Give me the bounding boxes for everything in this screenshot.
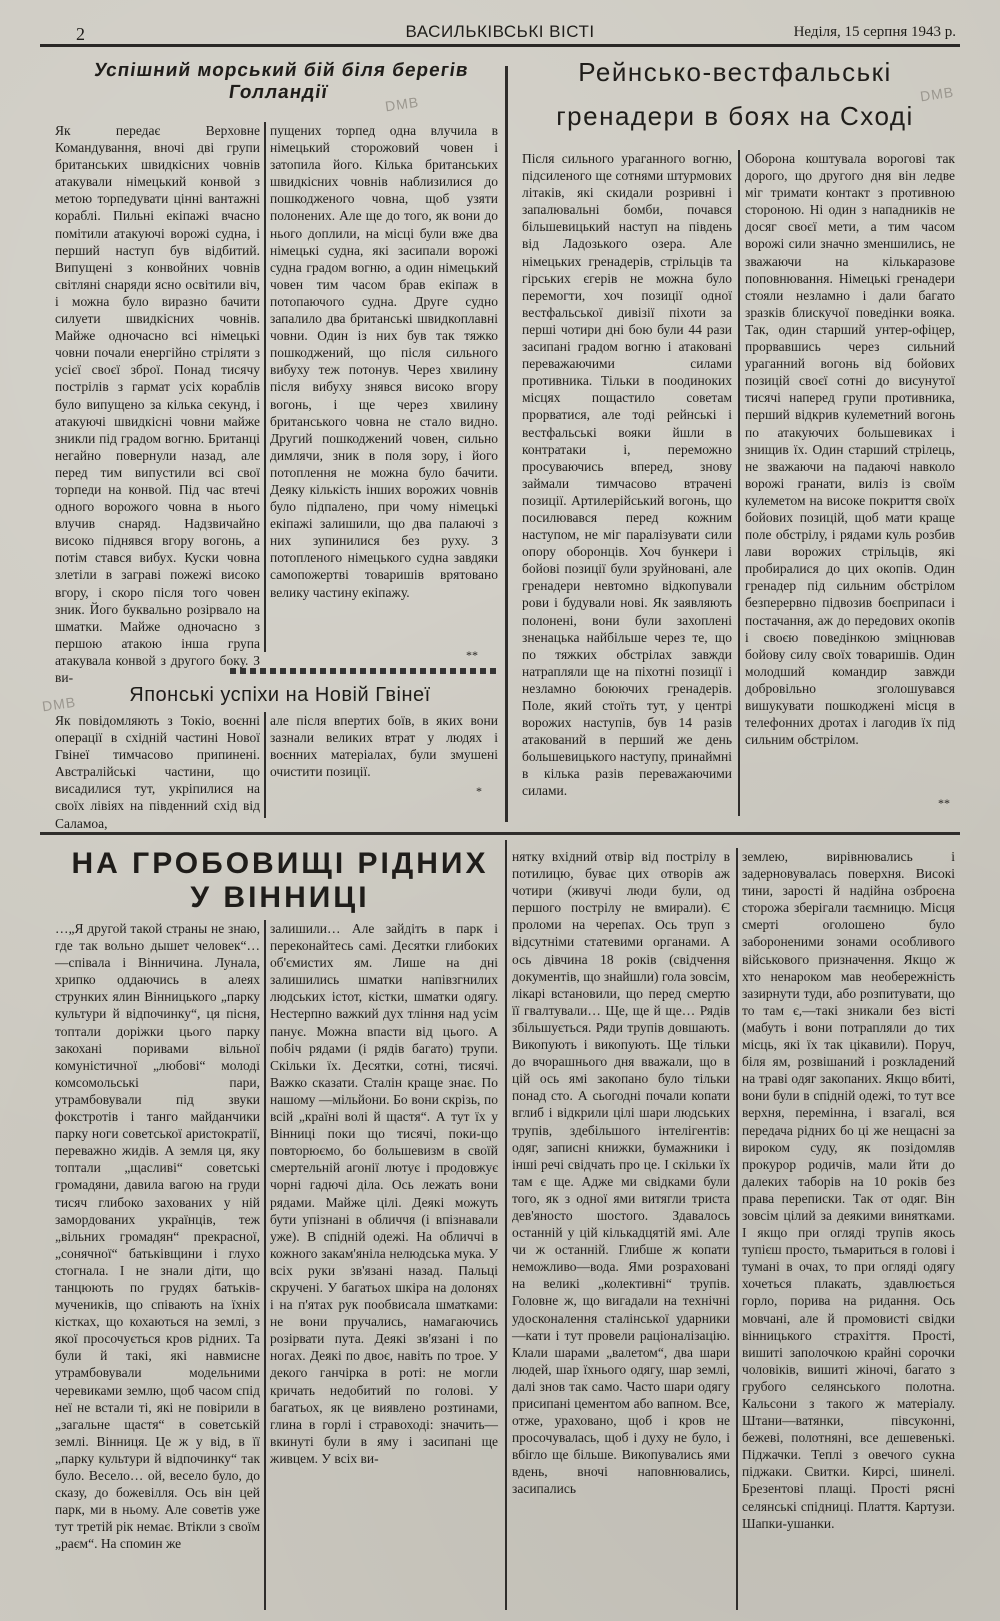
article-headline-line2: гренадери в боях на Сході [556, 101, 914, 131]
library-stamp: DMB [384, 93, 421, 115]
section-rule [505, 66, 508, 822]
section-divider [230, 668, 500, 674]
article-headline: Успішний морський бій біля берегів Голландії [93, 60, 471, 103]
column-rule [738, 150, 740, 816]
issue-date: Неділя, 15 серпня 1943 р. [793, 24, 956, 40]
section-rule [40, 832, 960, 835]
article-headline: Японські успіхи на Новій Гвінеї [129, 684, 431, 706]
article-text: Після сильного ураганного вогню, підсиленого ще сотнями штурмових літаків, які скидали розривні і запалювальні бомби, почався більшевицький наступ на південь від Ладозького озера. Але німецьких гренадерів, стрільців та гірських єгерів не можна було перемогти, хоч позиції одної вестфальської дивізії піхоти за перші чотири дні бою були 44 рази засипані градом вогню і атаковані переважаючими силами противника. Тільки в поодиноких місцях пощастило советам прорватися, але тоді рейнські і вестфальські вояки йшли в контратаки і, переможно просуваючись вперед, знову займали тимчасово втрачені позиції. Артилерійський вогонь, що посилювався перед кожним наступом, не міг паралізувати сили опору оборонців. Хоч бункери і бойові позиції були зруйновані, але гренадери невтомно відкопували рови і будували нові. Як заявляють полонені, вони були захоплені зненацька найбільше через те, що по тяжких обстрілах завжди натрапляли ще на піхотні позиції і незламно боюючих гренадерів. Поле, який стоїть тут, у центрі ворожих наступів, був 14 разів атакований в перший же день большевицького наступу, принаймні в кілька разів переважаючими силами. [522, 151, 732, 799]
end-mark: ** [938, 796, 950, 810]
library-stamp: DMB [919, 83, 956, 105]
article-headline-line1: НА ГРОБОВИЩІ РІДНИХ [71, 847, 489, 880]
end-mark: * [476, 784, 482, 798]
newspaper-title: ВАСИЛЬКІВСЬКІ ВІСТІ [405, 22, 595, 41]
article-headline-line2: У ВІННИЦІ [190, 881, 370, 914]
article-text: але після впертих боїв, в яких вони зазнали великих втрат у людях і воєнних матеріалах, були змушені очистити позиції. [270, 713, 498, 780]
article-text: залишили… Але зайдіть в парк і переконайтесь самі. Десятки глибоких об'ємистих ям. Лише на дні залишились шматки напівзгнилих людських істот, кістки, шматки одягу. Нестерпно важкий дух тління над усім панує. Можна впасти від цього. А побіч рядами (і рядів багато) трупи. Скільки їх. Десятки, сотні, тисячі. Важко сказати. Сталін краще знає. По нашому —мільйони. Бо вони скрізь, по всій „країні волі й щастя“. А тут їх у Вінниці поки що тисячі, поки-що повторюємо, бо большевизм в своїй смертельній агонії лютує і продовжує чорні гадючі діла. Ось лежать вони рядами. Майже цілі. Деякі можуть бути упізнані в обличчя (і впізнавали уже). В спідній одежі. На обличчі в кожного закам'яніла нелюдська мука. У всіх руки зв'язані назад. Пальці скручені. У багатьох шкіра на долонях і на п'ятах рук пообвисала шматками: не вони пручались, намагаючись розірвати пута. Деякі зв'язані і по ногах. Деякі по двоє, навіть по трое. У декого ганчірка в роті: не могли кричать недобитий по голові. У багатьох, як це виявлено розтинами, глина в горлі і стравоході: значить—вкинуті були в яму і засипані ще живцем. У всіх ви- [270, 921, 498, 1466]
article-text: …„Я другой такой страны не знаю, где так вольно дышет человек“…—співала і Вінничина. Лунала, хрипко оддаючись в алеях струнких ялин Вінницького „парку культури й відпочинку“, ця пісня, топтали доріжки цього парку закохані поривами вільної комуністичної „любові“ молоді комсомольські пари, утрамбовували під звуки фокстротів і танго майданчики парку ноги советської аристократії, переважно жидів. А земля ця, яку топтали „щасливі“ советські громадяни, давила вагою на груди тисяч глибоко захованих у ній замордованих українців, теж „вільних громадян“ прекрасної, „сонячної“ батьківщини і глухо стогнала. І не знали діти, що танцюють по грудях батьків-мучеників, що співають на їхніх кістках, що кохаються на землі, з якої просочується кров рідних. Та були й такі, які навмисне утрамбовували модельними черевиками землю, щоб часом спід неї не встали ті, які не повірили в „загальне щастя“ в советській землі. Вінниця. Це ж у від, в її „парку культури й відпочинку“ так було. Весело… ой, весело було, до сказу, до божевілля. Ось він цей парк, ми в ньому. Але советів уже тут третій рік немає. Втікли з своїм „раєм“. На спомин же [55, 921, 260, 1552]
column-rule [505, 840, 507, 1610]
column-rule [264, 712, 266, 818]
page-header [40, 18, 960, 47]
article-text: пущених торпед одна влучила в німецький сторожовий човен і затопила його. Кілька британських швидкісних човнів наблизилися до пошкодженого човна, щоб узяти полонених. Але ще до того, як вони до нього доплили, на місці були вже два німецькі судна, які засипали ворожі судна градом вогню, а один німецький човен тим часом брав екіпаж в потопаючого судна. Друге судно запалило два британські швидкоплавні човни. Один із них був так тяжко пошкоджений, що після сильного вибуху теж потонув. Через хвилину після вибуху знявся високо вгору вогонь, і ще через хвилину британського човна не стало видно. Другий пошкоджений човен, сильно димлячи, зник в поля зору, і його потоплення не можна було бачити. Деяку кількість інших ворожих човнів було підпалено, при чому німецькі екіпажі залишили, що два палаючі з них зупинилися без руху. З потопленого німецького судна завдяки самопожертві товаришів врятовано велику частину екіпажу. [270, 123, 498, 600]
column-rule [736, 848, 738, 1610]
library-stamp: DMB [41, 693, 78, 715]
article-text: нятку вхідний отвір від пострілу в потилицю, буває цих отворів аж чотири (живучі люди були, од першого пострілу не вмирали). Є проломи на черепах. Ось труп з відсутніми статевими органами. А ось дівчина 18 років (свідчення документів, що знайшли) гола зовсім, лікарі встановили, що перед смертю її гвалтували… Ще, ще й ще… Рядів збільшується. Ряди трупів довшають. Викопують і викопують. Ще тільки до вчорашнього дня вважали, що в цій ось ямі закопано було тільки понад сто. А сьогодні почали копати вглиб і відкрили цілі шари людських трупів, здебільшого інтелігентів: одяг, записні книжки, бумажники і інші речі свідчать про це. І скільки їх там є ще. Адже ми свідками були того, як з одної ями витягли триста дев'яносто шостого. Здавалось останній у цій кількадцятій ямі. Але чи ж останній. Глибше ж копати неможливо—вода. Ями розраховані на великі „колективні“ трупів. Головне ж, що вигадали на технічні удосконалення сталінської ударники—кати і тут провели раціоналізацію. Клали шарами „валетом“, два шари людей, шар їхнього одягу, шар землі, далі знов так само. Часто шари одягу присипані цементом або вапном. Все, отже, ураховано, щоб і кров не просочувалась, щоб і духу не було, і вбігло ще більше. Викопувались ями вдень, вночі наповнювались, засипались [512, 849, 730, 1497]
article-text: Як повідомляють з Токіо, воєнні операції в східній частині Нової Гвінеї тимчасово припинені. Австралійські частини, що висадилися тут, укріпилися на своїх лівіях на південний схід від Саламоа, [55, 713, 260, 831]
column-rule [264, 920, 266, 1610]
column-rule [264, 122, 266, 652]
article-text: землею, вирівнювались і задерновувалась поверхня. Високі тини, зарості й надійна озброєна сторожа зберігали таємницю. Місця смерті оголошено було забороненими зонами особливого військового призначення. Якщо ж хто ненароком мав необережність зазирнути туди, або розпитувати, що то там є,—такі зникали без вісті (мабуть і вони потрапляли до тих місць, які їх так цікавили). Поруч, біля ям, розвішаний і розкладений на траві одяг закопаних. Якщо вбиті, вони були в спідній одежі, то тут все верхня, перемінна, і взагалі, вся передача рідних бо ці же нещасні за вироком суду, як позідомляв прокурор родичів, мали йти до далеких таборів на 10 років без права переписки. Так от одяг. Він зовсім цілий за деякими винятками. І якщо при огляді трупів якось тупієш просто, тьмариться в голові і тумані в очах, то при огляді одягу хочеться плакать, здавлюється горло, порива на ридання. Ось мовчані, але й промовисті свідки вінницького страхіття. Прості, вишиті заполочкою крайні сорочки чоловіків, вишиті жіночі, багато з грубого селянського полотна. Кальсони з такого ж матеріалу. Штани—ватянки, півсуконні, бежеві, полотняні, все дешевенькі. Піджачки. Теплі з овечого сукна піджаки. Свитки. Кирсі, шинелі. Брезентові плащі. Прості рясні селянські спідниці. Плаття. Картузи. Шапки-ушанки. [742, 849, 955, 1531]
article-text: Як передає Верховне Командування, вночі дві групи британських швидкісних човнів атакували німецький конвой з метою торпедувати цінні вантажні кораблі. Пильні екіпажі вчасно помітили атакуючі ворожі судна, і перший наступ був відбитий. Випущені з конвойних човнів світляні снаряди ясно освітили віч, і можна було виразно бачити силуети швидкісних човнів. Майже одночасно всі німецькі човни почали енергійно стріляти з усієї своєї зброї. Понад тисячу пострілів з гармат усіх кораблів було випущено за кілька секунд, і атакуючі швидкісні човни майже зникли під градом вогню. Британці негайно повернули назад, але перед тим випустили всі свої торпеди на конвой. Під час втечі одного ворожого човна в нього влучив снаряд. Надзвичайно високо піднявся вгору вогонь, а потім стався вибух. Куски човна злетіли в заграві пожежі високо вгору, і скоро після того човен зник. Його буквально розірвало на шматки. Майже одночасно з першою атакою інша група атакувала конвой з другого боку. З ви- [55, 123, 260, 685]
article-text: Оборона коштувала ворогові так дорого, що другого дня він ледве міг тримати контакт з противною стороною. Ні один з нападників не досяг своєї мети, а тим часом ворожі сили значно зменшились, не зважаючи на кількаразове поповнювання. Німецькі гренадери стояли незламно і дали багато зразків блискучої поведінки вояка. Так, один старший унтер-офіцер, прорвавшись через сильний ураганний вогонь від бойових позицій своєї сотні до висунутої тисячі наперед групи противника, перший відкрив кулеметний вогонь по атакуючих большевиках і знищив їх. Один старший стрілець, не зважаючи на падаючі навколо ворожі гранати, виліз із своїм кулеметом на високе покриття своїх бойових позицій, щоб мати краще поле обстрілу, і рядами куль розбив лави ворожих стрільців, які пробиралися до цих окопів. Один гренадер під сильним обстрілом безперервно підвозив боєприпаси і постачання, аж до передових окопів і своєю поведінкою зміцнював бойову силу своїх товаришів. Один молодший командир завжди добровільно зголошувався вишукувати пошкоджені місця в телефонних дротах і лагодив їх під сильним обстрілом. [745, 151, 955, 748]
end-mark: ** [466, 648, 478, 662]
page-number: 2 [76, 24, 85, 44]
article-headline-line1: Рейнсько-вестфальські [578, 57, 892, 87]
